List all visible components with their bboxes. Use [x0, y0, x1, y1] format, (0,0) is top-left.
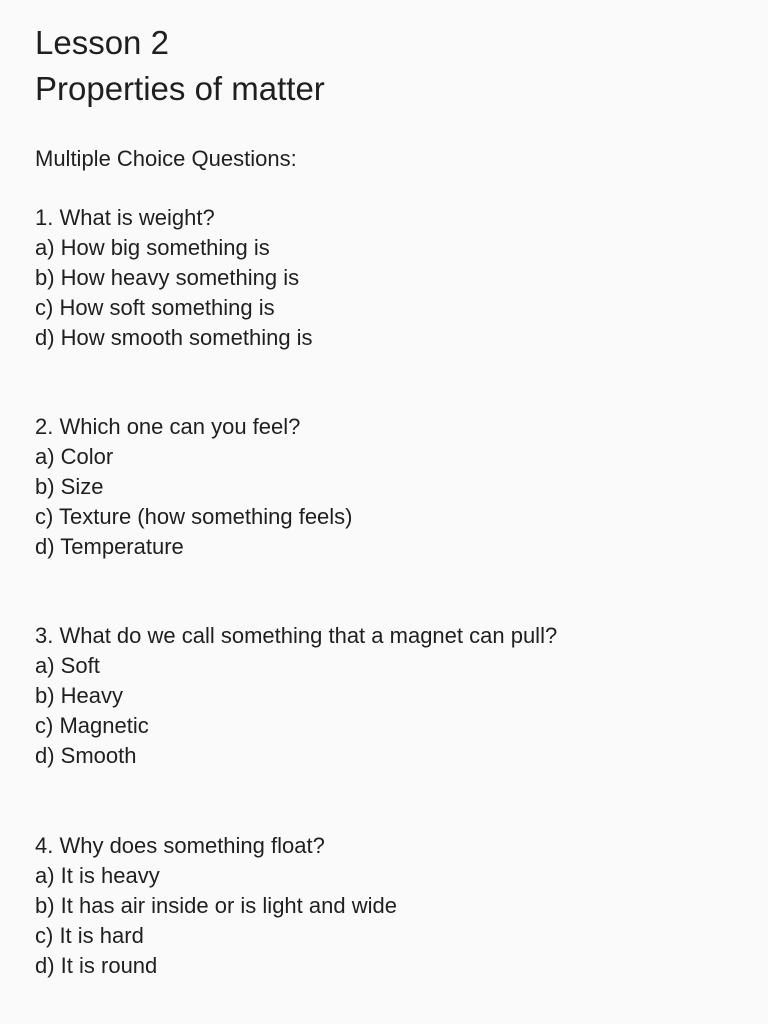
- option-a: a) It is heavy: [35, 863, 160, 888]
- option-d: d) Temperature: [35, 534, 184, 559]
- worksheet-page: [35, 20, 735, 978]
- question-2: [35, 412, 735, 562]
- option-c: c) It is hard: [35, 923, 144, 948]
- option-d: d) How smooth something is: [35, 325, 313, 350]
- question-text: 4. Why does something float?: [35, 833, 325, 858]
- option-d: d) It is round: [35, 953, 158, 978]
- option-c: c) How soft something is: [35, 295, 275, 320]
- question-text: 2. Which one can you feel?: [35, 414, 301, 439]
- question-4: [35, 831, 735, 981]
- option-b: b) Heavy: [35, 683, 124, 708]
- option-a: a) How big something is: [35, 235, 270, 260]
- lesson-number: Lesson 2: [35, 24, 169, 61]
- option-b: b) How heavy something is: [35, 265, 300, 290]
- option-b: b) It has air inside or is light and wide: [35, 893, 397, 918]
- section-heading: Multiple Choice Questions:: [35, 146, 297, 171]
- option-c: c) Texture (how something feels): [35, 504, 353, 529]
- option-a: a) Color: [35, 444, 114, 469]
- question-text: 1. What is weight?: [35, 205, 215, 230]
- question-text: 3. What do we call something that a magnet can pull?: [35, 623, 558, 648]
- question-3: [35, 621, 735, 771]
- option-d: d) Smooth: [35, 743, 137, 768]
- option-b: b) Size: [35, 474, 104, 499]
- lesson-title: Properties of matter: [35, 70, 325, 107]
- option-c: c) Magnetic: [35, 713, 149, 738]
- question-1: [35, 203, 735, 353]
- option-a: a) Soft: [35, 653, 100, 678]
